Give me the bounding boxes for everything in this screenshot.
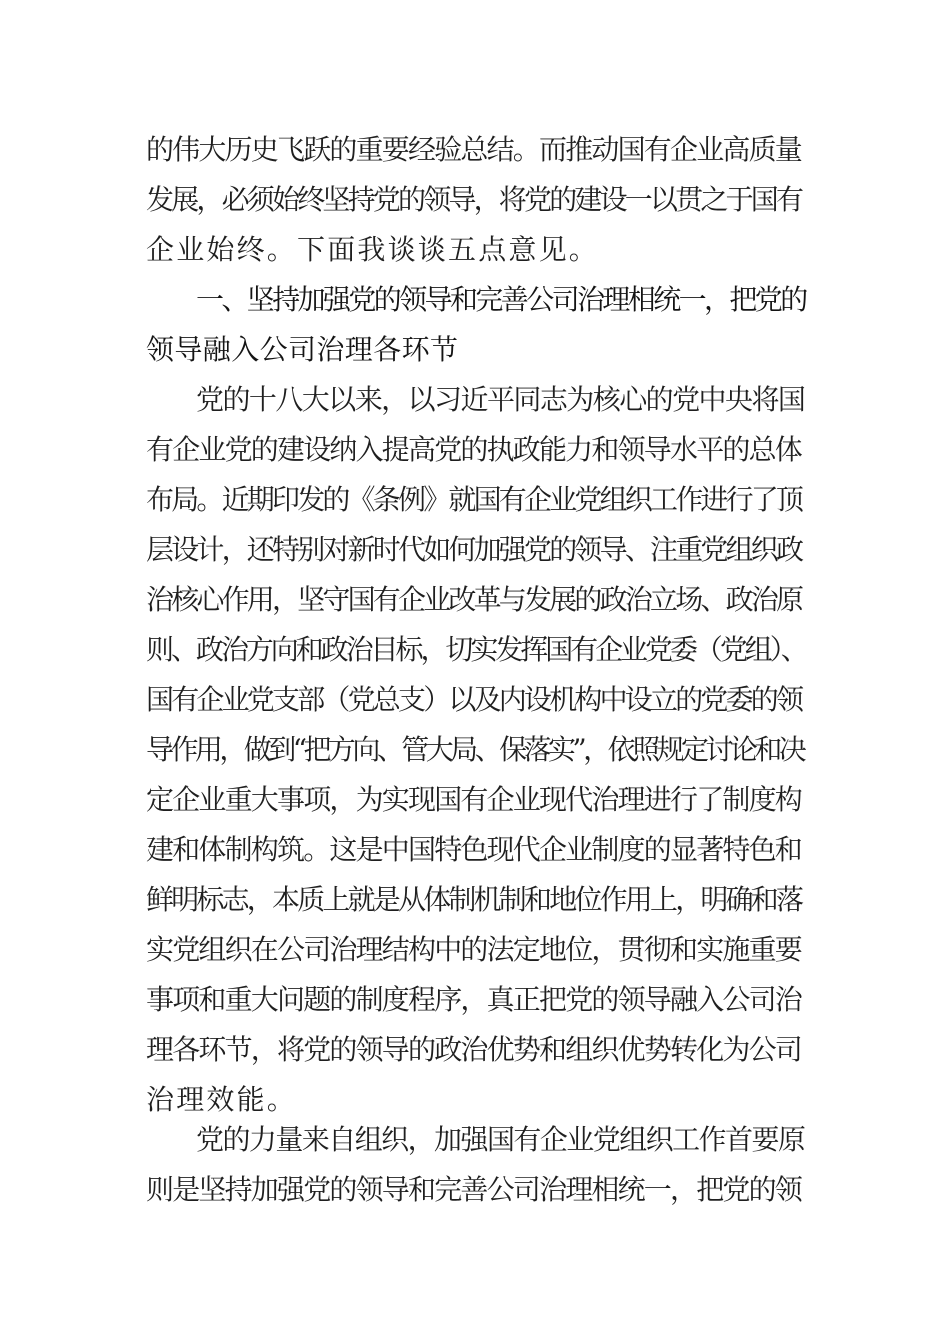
text-line: 党的十八大以来，以习近平同志为核心的党中央将国 xyxy=(196,383,805,416)
text-line: 层设计，还特别对新时代如何加强党的领导、注重党组织政 xyxy=(146,533,802,566)
text-line: 导作用，做到“把方向、管大局、保落实”，依照规定讨论和决 xyxy=(146,733,804,766)
text-line: 实党组织在公司治理结构中的法定地位，贯彻和实施重要 xyxy=(146,933,802,966)
text-line: 发展，必须始终坚持党的领导，将党的建设一以贯之于国有 xyxy=(146,183,802,216)
text-line: 布局。近期印发的《条例》就国有企业党组织工作进行了顶 xyxy=(146,483,802,516)
heading-line: 领导融入公司治理各环节 xyxy=(146,333,459,366)
text-line: 有企业党的建设纳入提高党的执政能力和领导水平的总体 xyxy=(146,433,802,466)
heading-line: 一、坚持加强党的领导和完善公司治理相统一，把党的 xyxy=(196,283,806,316)
text-line: 党的力量来自组织，加强国有企业党组织工作首要原 xyxy=(196,1123,805,1156)
text-line: 建和体制构筑。这是中国特色现代企业制度的显著特色和 xyxy=(146,833,802,866)
text-line: 事项和重大问题的制度程序，真正把党的领导融入公司治 xyxy=(146,983,802,1016)
text-line: 则是坚持加强党的领导和完善公司治理相统一，把党的领 xyxy=(146,1173,802,1206)
text-line: 理各环节，将党的领导的政治优势和组织优势转化为公司 xyxy=(146,1033,802,1066)
text-line: 则、政治方向和政治目标，切实发挥国有企业党委（党组）、 xyxy=(146,633,806,666)
text-line: 鲜明标志，本质上就是从体制机制和地位作用上，明确和落 xyxy=(146,883,802,916)
text-line: 治理效能。 xyxy=(146,1083,298,1116)
text-line: 定企业重大事项，为实现国有企业现代治理进行了制度构 xyxy=(146,783,802,816)
text-line: 治核心作用，坚守国有企业改革与发展的政治立场、政治原 xyxy=(146,583,802,616)
text-line: 企业始终。下面我谈谈五点意见。 xyxy=(146,233,600,266)
text-line: 的伟大历史飞跃的重要经验总结。而推动国有企业高质量 xyxy=(146,133,802,166)
text-line: 国有企业党支部（党总支）以及内设机构中设立的党委的领 xyxy=(146,683,802,716)
